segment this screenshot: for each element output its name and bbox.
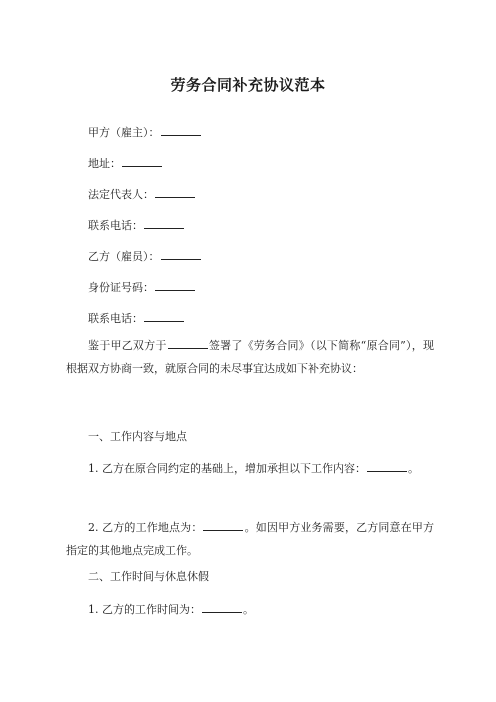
field-label: 地址： (88, 157, 121, 170)
field-label: 联系电话： (88, 312, 143, 325)
blank-line (144, 310, 184, 322)
blank-line (155, 186, 195, 198)
blank-line (155, 279, 195, 291)
section-1-heading: 一、工作内容与地点 (88, 430, 187, 443)
blank-line (122, 155, 162, 167)
preamble-paragraph (66, 334, 434, 380)
preamble-text-1: 鉴于甲乙双方于 (88, 339, 167, 352)
field-label: 乙方（雇员）： (88, 250, 160, 263)
item-text: 1. 乙方的工作时间为： (88, 603, 201, 616)
field-phone-b (88, 310, 185, 326)
item-end: 。 (243, 603, 254, 616)
field-legal-rep (88, 186, 196, 202)
section-1-item-1 (66, 457, 434, 480)
field-label: 法定代表人： (88, 188, 154, 201)
item-end: 。 (408, 462, 419, 475)
section-2-item-1 (88, 601, 254, 617)
item-text-2: 。如因甲方业务需要，乙方同意在甲方指定的其他地点完成工作。 (66, 521, 435, 557)
blank-line (367, 460, 407, 472)
item-text-1: 2. 乙方的工作地点为： (88, 521, 203, 534)
field-id-number (88, 279, 196, 295)
blank-line (161, 248, 201, 260)
field-label: 甲方（雇主）： (88, 126, 160, 139)
section-2-heading: 二、工作时间与休息休假 (88, 570, 209, 583)
document-title: 劳务合同补充协议范本 (170, 76, 326, 94)
field-address (88, 155, 163, 171)
section-1-item-2 (66, 516, 434, 562)
preamble-text-2: 签署了《劳务合同》（以下简称“原合同”），现根据双方协商一致，就原合同的未尽事宜达成如下补充协议： (66, 339, 435, 375)
blank-line (168, 337, 208, 349)
blank-line (203, 519, 243, 531)
field-party-b (88, 248, 202, 264)
field-phone-a (88, 217, 185, 233)
blank-line (202, 601, 242, 613)
field-label: 联系电话： (88, 219, 143, 232)
blank-line (144, 217, 184, 229)
field-party-a (88, 124, 202, 140)
item-text: 1. 乙方在原合同约定的基础上，增加承担以下工作内容： (88, 462, 366, 475)
field-label: 身份证号码： (88, 281, 154, 294)
blank-line (161, 124, 201, 136)
